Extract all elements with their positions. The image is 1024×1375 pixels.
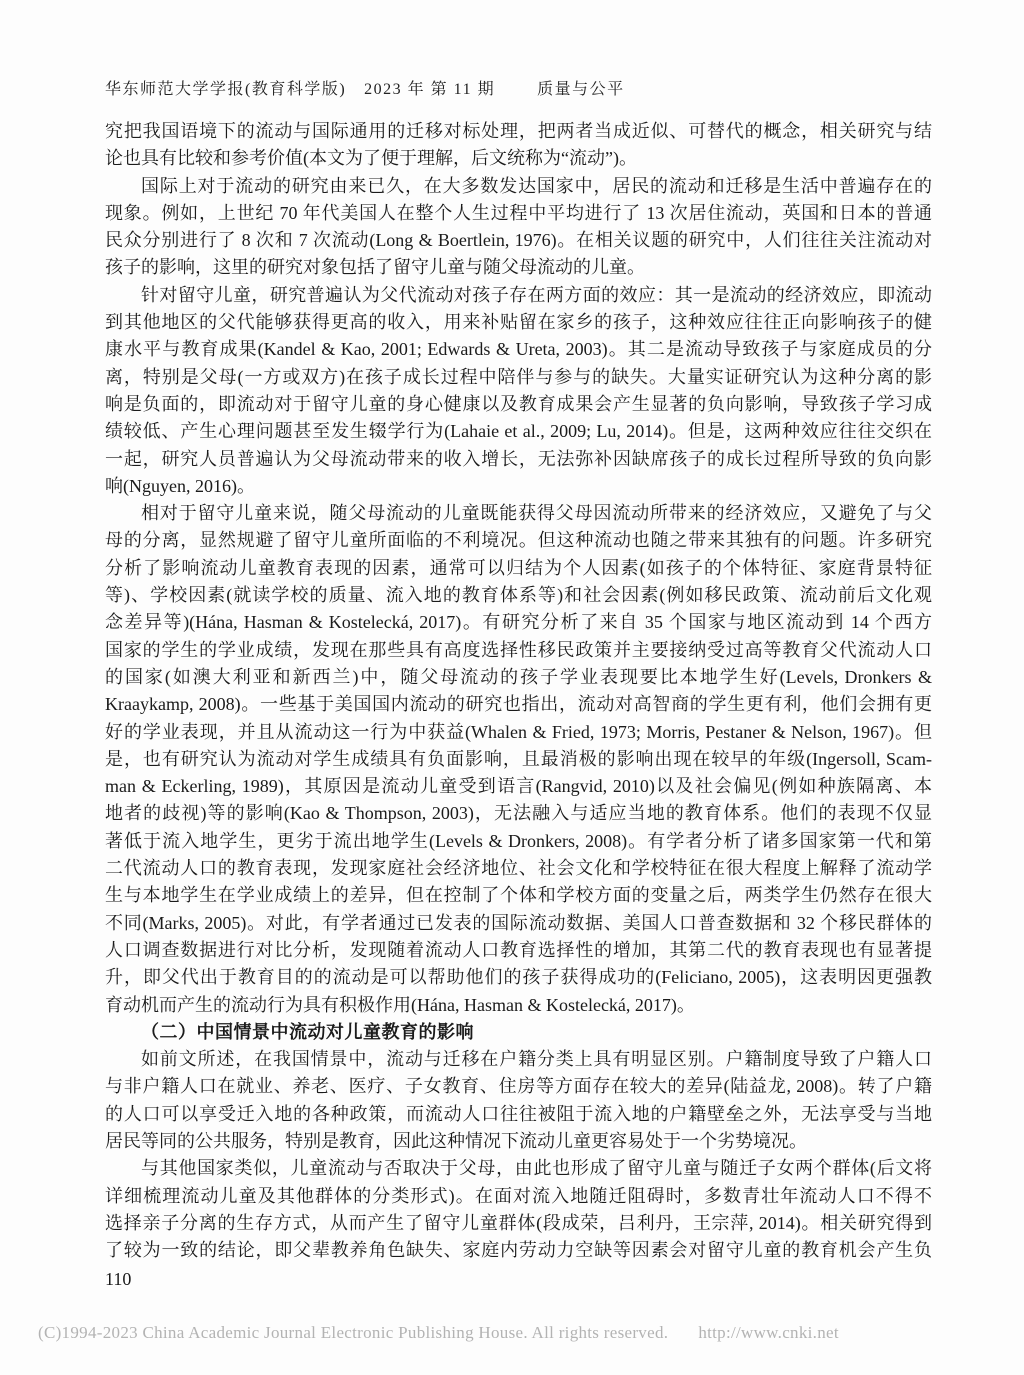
text-line: 地者的歧视)等的影响(Kao & Thompson, 2003)，无法融入与适应当地的教育体系。他们的表现不仅显 [105,803,932,824]
text-line: 详细梳理流动儿童及其他群体的分类形式)。在面对流入地随迁阻碍时，多数青壮年流动人口不得不 [105,1185,932,1206]
text-line: 孩子的影响，这里的研究对象包括了留守儿童与随父母流动的儿童。 [105,257,645,278]
text-line: 相对于留守儿童来说，随父母流动的儿童既能获得父母因流动所带来的经济效应，又避免了与父 [141,503,932,524]
text-line: 好的学业表现，并且从流动这一行为中获益(Whalen & Fried, 1973; Morris, Pestaner & Nelson, 1967)。但 [105,721,932,742]
text-line: 了较为一致的结论，即父辈教养角色缺失、家庭内劳动力空缺等因素会对留守儿童的教育机会产生负 [105,1240,932,1261]
text-line: 国家的学生的学业成绩，发现在那些具有高度选择性移民政策并主要接纳受过高等教育父代流动人口 [105,639,932,660]
text-line: 民众分别进行了 8 次和 7 次流动(Long & Boertlein, 1976)。在相关议题的研究中，人们往往关注流动对 [105,230,932,251]
text-line: 念差异等)(Hána, Hasman & Kostelecká, 2017)。有研究分析了来自 35 个国家与地区流动到 14 个西方 [105,612,932,633]
text-line: 康水平与教育成果(Kandel & Kao, 2001; Edwards & Ureta, 2003)。其二是流动导致孩子与家庭成员的分 [105,339,932,360]
running-header [105,76,625,99]
text-line: 升，即父代出于教育目的的流动是可以帮助他们的孩子获得成功的(Feliciano, 2005)，这表明因更强教 [105,967,932,988]
text-line: 是，也有研究认为流动对学生成绩具有负面影响，且最消极的影响出现在较早的年级(Ingersoll, Scam- [105,748,932,769]
text-line: 的国家(如澳大利亚和新西兰)中，随父母流动的孩子学业表现要比本地学生好(Levels, Dronkers & [105,666,932,687]
text-line: 著低于流入地学生，更劣于流出地学生(Levels & Dronkers, 2008)。有学者分析了诸多国家第一代和第 [105,830,932,851]
text-line: 生与本地学生在学业成绩上的差异，但在控制了个体和学校方面的变量之后，两类学生仍然存在很大 [105,885,932,906]
text-line: man & Eckerling, 1989)，其原因是流动儿童受到语言(Rangvid, 2010)以及社会偏见(例如种族隔离、本 [105,776,932,797]
text-line: 分析了影响流动儿童教育表现的因素，通常可以归结为个人因素(如孩子的个体特征、家庭背景特征 [105,557,932,578]
text-line: 如前文所述，在我国情景中，流动与迁移在户籍分类上具有明显区别。户籍制度导致了户籍人口 [141,1049,932,1070]
text-line: Kraaykamp, 2008)。一些基于美国国内流动的研究也指出，流动对高智商的学生更有利，他们会拥有更 [105,694,932,715]
text-line: 育动机而产生的流动行为具有积极作用(Hána, Hasman & Kostelecká, 2017)。 [105,994,695,1015]
text-line: 与非户籍人口在就业、养老、医疗、子女教育、住房等方面存在较大的差异(陆益龙, 2008)。转了户籍 [105,1076,932,1097]
footer-copyright: (C)1994-2023 China Academic Journal Electronic Publishing House. All rights reserved. [38,1323,669,1342]
issue-info: 2023 年 第 11 期 [364,81,496,98]
footer-url: http://www.cnki.net [698,1323,839,1342]
text-line: 离，特别是父母(一方或双方)在孩子成长过程中陪伴与参与的缺失。大量实证研究认为这种分离的影 [105,366,932,387]
text-line: 母的分离，显然规避了留守儿童所面临的不利境况。但这种流动也随之带来其独有的问题。许多研究 [105,530,932,551]
text-line: 居民等同的公共服务，特别是教育，因此这种情况下流动儿童更容易处于一个劣势境况。 [105,1130,807,1151]
text-line: 到其他地区的父代能够获得更高的收入，用来补贴留在家乡的孩子，这种效应往往正向影响孩子的健 [105,312,932,333]
column-title: 质量与公平 [537,81,625,98]
text-line: 选择亲子分离的生存方式，从而产生了留守儿童群体(段成荣，吕利丹，王宗萍, 2014)。相关研究得到 [105,1212,932,1233]
text-line: 究把我国语境下的流动与国际通用的迁移对标处理，把两者当成近似、可替代的概念，相关研究与结 [105,121,932,141]
text-line: 国际上对于流动的研究由来已久，在大多数发达国家中，居民的流动和迁移是生活中普遍存在的 [141,175,932,196]
text-line: 响(Nguyen, 2016)。 [105,475,255,496]
article-body [105,118,932,1264]
text-line: 绩较低、产生心理问题甚至发生辍学行为(Lahaie et al., 2009; Lu, 2014)。但是，这两种效应往往交织在 [105,421,932,442]
section-heading: （二）中国情景中流动对儿童教育的影响 [141,1021,474,1042]
text-line: 二代流动人口的教育表现，发现家庭社会经济地位、社会文化和学校特征在很大程度上解释了流动学 [105,858,932,879]
text-line: 的人口可以享受迁入地的各种政策，而流动人口往往被阻于流入地的户籍壁垒之外，无法享受与当地 [105,1103,932,1124]
text-line: 与其他国家类似，儿童流动与否取决于父母，由此也形成了留守儿童与随迁子女两个群体(后文将 [141,1158,932,1179]
text-line: 现象。例如，上世纪 70 年代美国人在整个人生过程中平均进行了 13 次居住流动，英国和日本的普通 [105,202,932,223]
text-line: 响是负面的，即流动对于留守儿童的身心健康以及教育成果会产生显著的负向影响，导致孩子学习成 [105,393,932,414]
text-line: 人口调查数据进行对比分析，发现随着流动人口教育选择性的增加，其第二代的教育表现也有显著提 [105,939,932,960]
footer-watermark [38,1323,998,1343]
journal-title: 华东师范大学学报(教育科学版) [105,81,347,98]
page-number: 110 [105,1269,132,1289]
text-line: 一起，研究人员普遍认为父母流动带来的收入增长，无法弥补因缺席孩子的成长过程所导致的负向影 [105,448,932,469]
text-line: 论也具有比较和参考价值(本文为了便于理解，后文统称为“流动”)。 [105,148,637,169]
text-line: 不同(Marks, 2005)。对此，有学者通过已发表的国际流动数据、美国人口普查数据和 32 个移民群体的 [105,912,932,933]
text-line: 针对留守儿童，研究普遍认为父代流动对孩子存在两方面的效应：其一是流动的经济效应，即流动 [141,284,932,305]
text-line: 等)、学校因素(就读学校的质量、流入地的教育体系等)和社会因素(例如移民政策、流动前后文化观 [105,585,932,606]
